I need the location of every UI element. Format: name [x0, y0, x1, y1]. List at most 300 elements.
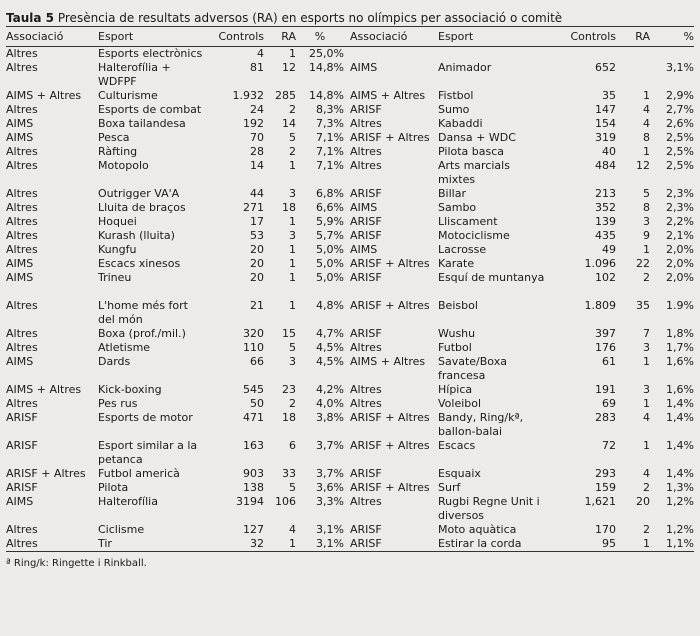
cell-esport-left: Kick-boxing — [98, 383, 162, 396]
cell-esport-right: Motociclisme — [438, 229, 510, 242]
cell-esport-right: Futbol — [438, 341, 472, 354]
cell-ra-right: 4 — [643, 117, 650, 130]
cell-esport-left: Esports de motor — [98, 411, 193, 424]
cell-controls-left: 20 — [250, 243, 264, 256]
cell-pct-right: 1,6% — [666, 383, 694, 396]
cell-associacio-right: ARISF — [350, 523, 382, 536]
cell-pct-left: 5,7% — [316, 229, 344, 242]
cell-pct-right: 1,3% — [666, 481, 694, 494]
cell-ra-left: 1 — [289, 243, 296, 256]
table-row — [6, 47, 694, 62]
cell-pct-right: 2,0% — [666, 243, 694, 256]
cell-esport-right: Moto aquàtica — [438, 523, 517, 536]
cell-ra-left: 1 — [289, 215, 296, 228]
cell-controls-right: 72 — [602, 439, 616, 452]
cell-associacio-right: ARISF — [350, 215, 382, 228]
cell-associacio-right: ARISF — [350, 187, 382, 200]
cell-associacio-left: Altres — [6, 327, 38, 340]
table-row — [6, 341, 694, 355]
table-caption — [6, 0, 694, 25]
cell-pct-right: 1,6% — [666, 355, 694, 368]
cell-associacio-right: ARISF + Altres — [350, 439, 430, 452]
cell-pct-right: 2,7% — [666, 103, 694, 116]
cell-associacio-left: AIMS — [6, 257, 34, 270]
cell-controls-left: 21 — [250, 299, 264, 312]
table-row — [6, 397, 694, 411]
cell-controls-left: 192 — [243, 117, 264, 130]
cell-esport-left: Outrigger VA'A — [98, 187, 180, 200]
cell-pct-right: 1,2% — [666, 523, 694, 536]
cell-associacio-right: Altres — [350, 117, 382, 130]
cell-controls-left: 17 — [250, 215, 264, 228]
cell-esport-right: Sambo — [438, 201, 477, 214]
cell-esport-left: Ciclisme — [98, 523, 145, 536]
cell-esport-right — [438, 47, 546, 62]
cell-esport-right: Surf — [438, 481, 461, 494]
cell-associacio-right: ARISF — [350, 327, 382, 340]
cell-ra-right: 1 — [643, 145, 650, 158]
cell-esport-right: Animador — [438, 61, 492, 74]
cell-pct-left: 3,6% — [316, 481, 344, 494]
cell-associacio-left: ARISF — [6, 411, 38, 424]
cell-esport-left: L'home més fort del món — [98, 299, 188, 326]
cell-ra-right: 12 — [636, 159, 650, 172]
cell-controls-right: 484 — [595, 159, 616, 172]
cell-controls-left: 3194 — [236, 495, 264, 508]
cell-associacio-left: ARISF + Altres — [6, 467, 86, 480]
cell-controls-right: 102 — [595, 271, 616, 284]
cell-pct-right: 2,0% — [666, 271, 694, 284]
cell-esport-left: Atletisme — [98, 341, 151, 354]
cell-pct-right: 1,7% — [666, 341, 694, 354]
cell-pct-left: 6,6% — [316, 201, 344, 214]
cell-associacio-right: AIMS + Altres — [350, 355, 426, 368]
cell-associacio-right: Altres — [350, 145, 382, 158]
cell-associacio-left: Altres — [6, 61, 38, 74]
cell-associacio-right: ARISF — [350, 229, 382, 242]
cell-pct-left: 25,0% — [309, 47, 344, 60]
cell-esport-left: Pes rus — [98, 397, 138, 410]
cell-esport-left: Dards — [98, 355, 131, 368]
cell-ra-right: 1 — [643, 89, 650, 102]
cell-esport-right: Lacrosse — [438, 243, 487, 256]
cell-ra-left: 2 — [289, 103, 296, 116]
cell-pct-left: 4,5% — [316, 341, 344, 354]
cell-ra-left: 5 — [289, 481, 296, 494]
cell-ra-right: 1 — [643, 243, 650, 256]
cell-pct-right: 2,5% — [666, 131, 694, 144]
cell-esport-right: Fistbol — [438, 89, 474, 102]
cell-ra-right: 2 — [643, 481, 650, 494]
table-row — [6, 61, 694, 89]
cell-esport-left: Boxa tailandesa — [98, 117, 186, 130]
cell-esport-right: Bandy, Ring/kª, ballon-balai — [438, 411, 524, 438]
cell-pct-left: 7,1% — [316, 145, 344, 158]
cell-ra-right: 8 — [643, 131, 650, 144]
cell-pct-right: 1,4% — [666, 439, 694, 452]
cell-controls-left: 32 — [206, 537, 264, 552]
cell-controls-right: 154 — [595, 117, 616, 130]
cell-esport-right: Karate — [438, 257, 475, 270]
cell-ra-right — [616, 61, 650, 89]
cell-controls-left: 44 — [250, 187, 264, 200]
cell-esport-left: Ràfting — [98, 145, 138, 158]
cell-associacio-left: Altres — [6, 47, 38, 60]
cell-associacio-left: Altres — [6, 201, 38, 214]
cell-esport-left: Esports electrònics — [98, 47, 203, 60]
cell-controls-right: 283 — [595, 411, 616, 424]
cell-pct-right: 2,2% — [666, 215, 694, 228]
cell-associacio-left: AIMS — [6, 271, 34, 284]
header-esport-left: Esport — [98, 27, 206, 47]
cell-associacio-left: AIMS — [6, 117, 34, 130]
cell-pct-right: 2,1% — [666, 229, 694, 242]
cell-controls-right: 147 — [595, 103, 616, 116]
cell-controls-left: 20 — [250, 257, 264, 270]
cell-controls-right: 1.809 — [584, 299, 616, 312]
header-pct-right: % — [650, 27, 694, 47]
cell-pct-right: 3,1% — [666, 61, 694, 74]
table-row — [6, 187, 694, 201]
cell-controls-left: 1.932 — [232, 89, 264, 102]
cell-ra-left: 1 — [289, 159, 296, 172]
cell-esport-right: Escacs — [438, 439, 476, 452]
cell-associacio-right: ARISF + Altres — [350, 131, 430, 144]
cell-ra-right: 4 — [643, 467, 650, 480]
cell-ra-left: 18 — [282, 411, 296, 424]
cell-controls-right: 293 — [595, 467, 616, 480]
cell-associacio-right: ARISF + Altres — [350, 257, 430, 270]
cell-associacio-left: ARISF — [6, 439, 38, 452]
cell-esport-left: Boxa (prof./mil.) — [98, 327, 186, 340]
cell-esport-left: Pilota — [98, 481, 129, 494]
cell-associacio-right: Altres — [350, 341, 382, 354]
cell-pct-left: 6,8% — [316, 187, 344, 200]
cell-ra-left: 2 — [289, 397, 296, 410]
cell-controls-left: 53 — [250, 229, 264, 242]
cell-associacio-right: ARISF + Altres — [350, 299, 430, 312]
table-row — [6, 411, 694, 439]
cell-ra-left: 5 — [289, 131, 296, 144]
cell-esport-right: Esquí de muntanya — [438, 271, 545, 284]
cell-controls-left: 471 — [243, 411, 264, 424]
cell-esport-right: Pilota basca — [438, 145, 505, 158]
cell-esport-left: Halterofília — [98, 495, 158, 508]
cell-controls-left: 271 — [243, 201, 264, 214]
cell-controls-right: 40 — [602, 145, 616, 158]
table-row — [6, 103, 694, 117]
cell-controls-left: 70 — [250, 131, 264, 144]
cell-associacio-left: ARISF — [6, 481, 38, 494]
cell-pct-left: 5,0% — [316, 271, 344, 284]
table-body — [6, 47, 694, 552]
cell-associacio-right: Altres — [350, 159, 382, 172]
cell-ra-right: 1 — [616, 537, 650, 552]
cell-ra-right: 8 — [643, 201, 650, 214]
cell-esport-right: Wushu — [438, 327, 476, 340]
header-ra-right: RA — [616, 27, 650, 47]
cell-esport-left: Kungfu — [98, 243, 137, 256]
table-row — [6, 89, 694, 103]
cell-associacio-left: Altres — [6, 159, 38, 172]
cell-pct-right: 2,5% — [666, 159, 694, 172]
cell-pct-left: 14,8% — [309, 89, 344, 102]
cell-esport-right: Billar — [438, 187, 466, 200]
table-row — [6, 159, 694, 187]
table-row — [6, 481, 694, 495]
cell-pct-left: 5,0% — [316, 243, 344, 256]
table-row — [6, 145, 694, 159]
cell-esport-right: Estirar la corda — [438, 537, 546, 552]
footnote: ª Ring/k: Ringette i Rinkball. — [6, 558, 147, 569]
cell-ra-right: 5 — [643, 187, 650, 200]
cell-associacio-left: Altres — [6, 215, 38, 228]
cell-controls-left: 14 — [250, 159, 264, 172]
cell-esport-right: Arts marcials mixtes — [438, 159, 510, 186]
cell-pct-right: 2,5% — [666, 145, 694, 158]
cell-esport-left: Hoquei — [98, 215, 137, 228]
cell-ra-right: 1 — [643, 439, 650, 452]
cell-pct-left: 4,8% — [316, 299, 344, 312]
cell-associacio-right: AIMS — [350, 201, 378, 214]
cell-ra-left: 285 — [275, 89, 296, 102]
cell-controls-left: 24 — [250, 103, 264, 116]
results-table — [6, 27, 694, 552]
cell-associacio-left: Altres — [6, 103, 38, 116]
cell-ra-left: 4 — [289, 523, 296, 536]
cell-esport-left: Halterofília + WDFPF — [98, 61, 171, 88]
table-row — [6, 215, 694, 229]
cell-associacio-left: Altres — [6, 397, 38, 410]
cell-controls-right: 191 — [595, 383, 616, 396]
cell-ra-left: 1 — [289, 257, 296, 270]
header-controls-right: Controls — [546, 27, 616, 47]
table-row — [6, 467, 694, 481]
cell-controls-left: 320 — [243, 327, 264, 340]
cell-associacio-right: Altres — [350, 397, 382, 410]
cell-ra-left: 23 — [282, 383, 296, 396]
cell-associacio-left: AIMS — [6, 355, 34, 368]
header-esport-right: Esport — [438, 27, 546, 47]
cell-esport-left: Trineu — [98, 271, 132, 284]
cell-pct-right: 2,3% — [666, 201, 694, 214]
cell-ra-right: 1 — [643, 355, 650, 368]
cell-controls-right: 170 — [595, 523, 616, 536]
cell-associacio-left: Altres — [6, 523, 38, 536]
cell-controls-right: 95 — [546, 537, 616, 552]
cell-pct-left: 7,3% — [316, 117, 344, 130]
cell-ra-left: 1 — [289, 299, 296, 312]
cell-pct-right: 1,4% — [666, 411, 694, 424]
cell-ra-right: 2 — [643, 523, 650, 536]
table-row — [6, 355, 694, 383]
caption-label: Taula 5 — [6, 11, 55, 25]
cell-pct-left: 3,7% — [316, 439, 344, 452]
cell-pct-left: 3,1% — [296, 537, 344, 552]
cell-pct-right: 1,8% — [666, 327, 694, 340]
cell-controls-right: 352 — [595, 201, 616, 214]
cell-controls-right: 1.096 — [584, 257, 616, 270]
cell-controls-right: 61 — [602, 355, 616, 368]
cell-ra-left: 2 — [289, 145, 296, 158]
cell-ra-right: 3 — [643, 341, 650, 354]
cell-associacio-left: Altres — [6, 537, 98, 552]
cell-esport-left: Lluita de braços — [98, 201, 186, 214]
header-pct-left: % — [296, 27, 344, 47]
header-row — [6, 27, 694, 47]
table-row — [6, 131, 694, 145]
cell-associacio-right: ARISF + Altres — [350, 411, 430, 424]
cell-associacio-left: AIMS — [6, 131, 34, 144]
cell-controls-right: 69 — [602, 397, 616, 410]
cell-ra-right: 2 — [643, 271, 650, 284]
table-row — [6, 537, 694, 552]
cell-associacio-right: AIMS + Altres — [350, 89, 426, 102]
cell-controls-left: 4 — [257, 47, 264, 60]
cell-associacio-right: AIMS — [350, 243, 378, 256]
cell-associacio-right: ARISF — [350, 467, 382, 480]
cell-ra-right — [616, 47, 650, 62]
cell-ra-left: 3 — [289, 355, 296, 368]
table-row — [6, 257, 694, 271]
cell-associacio-left: AIMS — [6, 495, 34, 508]
cell-pct-left: 5,9% — [316, 215, 344, 228]
cell-esport-left: Culturisme — [98, 89, 158, 102]
cell-ra-left: 106 — [275, 495, 296, 508]
cell-controls-left: 28 — [250, 145, 264, 158]
cell-ra-left: 3 — [289, 187, 296, 200]
cell-pct-right: 1.9% — [666, 299, 694, 312]
cell-associacio-right — [350, 47, 438, 62]
cell-pct-right: 1,4% — [666, 397, 694, 410]
table-row — [6, 495, 694, 523]
cell-pct-left: 4,5% — [316, 355, 344, 368]
cell-associacio-left: AIMS + Altres — [6, 383, 82, 396]
cell-pct-left: 3,1% — [316, 523, 344, 536]
cell-pct-left: 7,1% — [316, 159, 344, 172]
cell-esport-left: Pesca — [98, 131, 130, 144]
cell-ra-left: 3 — [289, 229, 296, 242]
cell-ra-left: 15 — [282, 327, 296, 340]
cell-ra-right: 7 — [643, 327, 650, 340]
cell-associacio-left: Altres — [6, 299, 38, 312]
cell-controls-left: 20 — [250, 271, 264, 284]
cell-esport-left: Kurash (lluita) — [98, 229, 175, 242]
cell-controls-right: 652 — [595, 61, 616, 74]
table-row — [6, 229, 694, 243]
cell-pct-left: 3,7% — [316, 467, 344, 480]
header-associacio-left: Associació — [6, 27, 98, 47]
cell-ra-left: 12 — [282, 61, 296, 74]
cell-pct-right: 1,1% — [650, 537, 694, 552]
table-row — [6, 271, 694, 299]
cell-controls-right: 35 — [602, 89, 616, 102]
header-associacio-right: Associació — [350, 27, 438, 47]
cell-esport-right: Voleibol — [438, 397, 482, 410]
cell-pct-right: 1,4% — [666, 467, 694, 480]
cell-pct-left: 7,1% — [316, 131, 344, 144]
cell-controls-left: 163 — [243, 439, 264, 452]
cell-esport-right: Kabaddi — [438, 117, 483, 130]
header-controls-left: Controls — [206, 27, 264, 47]
cell-associacio-right: ARISF + Altres — [350, 481, 430, 494]
cell-controls-left: 903 — [243, 467, 264, 480]
cell-pct-right — [650, 47, 694, 62]
cell-ra-right: 4 — [643, 411, 650, 424]
cell-esport-left: Futbol americà — [98, 467, 180, 480]
cell-pct-left: 14,8% — [309, 61, 344, 74]
cell-esport-left: Tir — [98, 537, 206, 552]
cell-controls-right: 397 — [595, 327, 616, 340]
cell-ra-left: 6 — [289, 439, 296, 452]
cell-associacio-right: Altres — [350, 495, 382, 508]
cell-associacio-left: Altres — [6, 187, 38, 200]
cell-pct-left: 5,0% — [316, 257, 344, 270]
table-row — [6, 383, 694, 397]
cell-controls-right: 49 — [602, 243, 616, 256]
cell-ra-left: 33 — [282, 467, 296, 480]
cell-esport-right: Lliscament — [438, 215, 498, 228]
cell-associacio-right: Altres — [350, 383, 382, 396]
table-row — [6, 439, 694, 467]
cell-pct-left: 4,7% — [316, 327, 344, 340]
cell-esport-left: Esports de combat — [98, 103, 202, 116]
cell-controls-right: 435 — [595, 229, 616, 242]
table-row — [6, 117, 694, 131]
cell-controls-left: 138 — [243, 481, 264, 494]
cell-associacio-right: ARISF — [350, 103, 382, 116]
cell-controls-right: 159 — [595, 481, 616, 494]
cell-ra-right: 22 — [636, 257, 650, 270]
caption-text: Presència de resultats adversos (RA) en esports no olímpics per associació o comitè — [57, 11, 563, 25]
cell-associacio-left: Altres — [6, 341, 38, 354]
cell-controls-left: 545 — [243, 383, 264, 396]
cell-controls-right: 1,621 — [584, 495, 616, 508]
cell-associacio-left: Altres — [6, 243, 38, 256]
cell-pct-left: 3,3% — [316, 495, 344, 508]
cell-esport-right: Savate/Boxa francesa — [438, 355, 507, 382]
table-row — [6, 523, 694, 537]
table-row — [6, 243, 694, 257]
cell-controls-right — [546, 47, 616, 62]
cell-ra-left: 18 — [282, 201, 296, 214]
cell-controls-right: 213 — [595, 187, 616, 200]
cell-pct-right: 2,0% — [666, 257, 694, 270]
cell-pct-right: 2,3% — [666, 187, 694, 200]
cell-associacio-left: AIMS + Altres — [6, 89, 82, 102]
cell-controls-right: 176 — [595, 341, 616, 354]
header-ra-left: RA — [264, 27, 296, 47]
cell-associacio-right: ARISF — [350, 537, 438, 552]
cell-associacio-right: ARISF — [350, 271, 382, 284]
cell-pct-right: 2,6% — [666, 117, 694, 130]
cell-ra-right: 9 — [643, 229, 650, 242]
cell-esport-right: Dansa + WDC — [438, 131, 516, 144]
cell-ra-left: 1 — [264, 537, 296, 552]
cell-ra-right: 3 — [643, 215, 650, 228]
cell-pct-left: 3,8% — [316, 411, 344, 424]
cell-controls-right: 139 — [595, 215, 616, 228]
cell-ra-right: 20 — [636, 495, 650, 508]
cell-associacio-right: AIMS — [350, 61, 378, 74]
table-row — [6, 201, 694, 215]
cell-controls-left: 66 — [250, 355, 264, 368]
cell-esport-left: Escacs xinesos — [98, 257, 181, 270]
cell-pct-right: 1,2% — [666, 495, 694, 508]
cell-ra-left: 14 — [282, 117, 296, 130]
cell-pct-right: 2,9% — [666, 89, 694, 102]
cell-pct-left: 4,0% — [316, 397, 344, 410]
